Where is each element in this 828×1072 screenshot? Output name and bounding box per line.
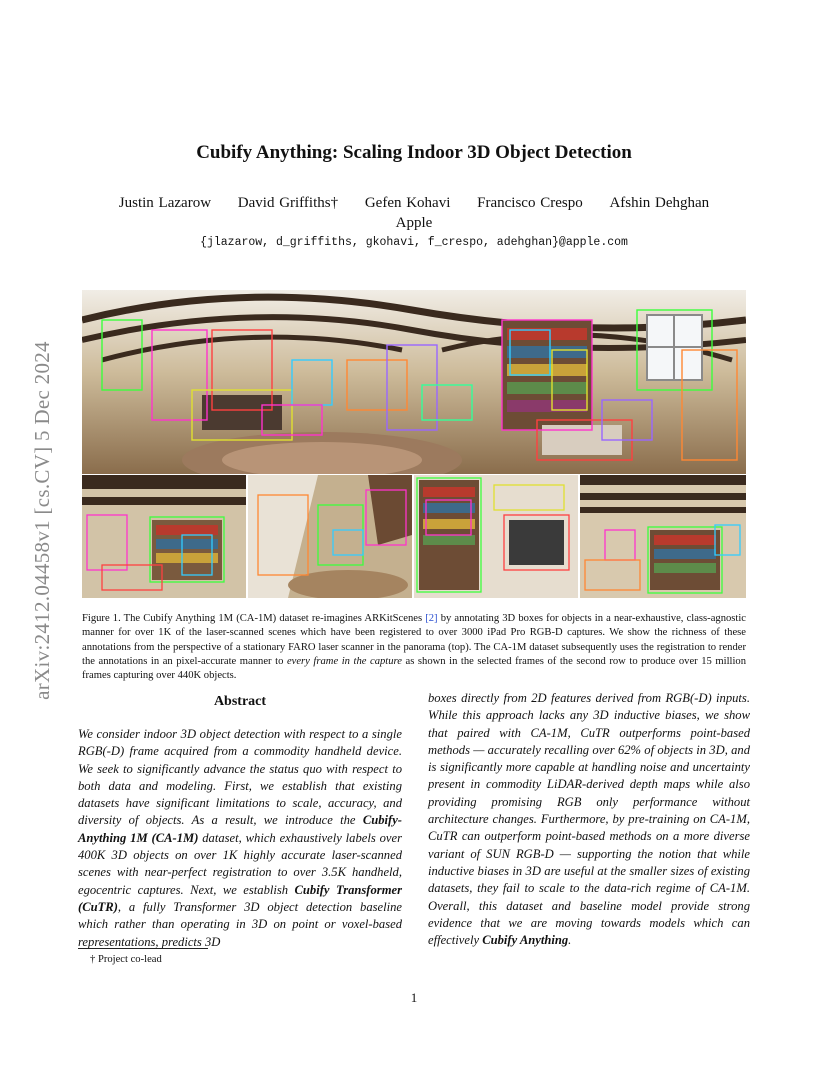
author-1: Justin Lazarow bbox=[118, 195, 212, 211]
footnote: † Project co-lead bbox=[90, 954, 162, 965]
caption-text-3: as shown in the selected frames of the second row to produce over 15 million frames capturing over 440K objects. bbox=[82, 655, 746, 682]
abstract-text-5: . bbox=[568, 933, 572, 948]
author-list bbox=[0, 195, 828, 212]
caption-text-2: by annotating 3D boxes for objects in a near-exhaustive, class-agnostic manner for over 1K of the laser-scanned scenes which have been registered to over 3000 iPad Pro RGB-D captures. We show the richness of these annotations from the perspective of a stationary FARO laser scanner in the panorama (top). The CA-1M dataset subsequently uses the registration to render the annotations in an pixel-accurate manner to bbox=[82, 613, 747, 667]
figure-caption bbox=[82, 612, 746, 683]
abstract-text-3: , a fully Transformer 3D object detection baseline which rather than operating in 3D on point or voxel-based representations, predicts 3D bbox=[78, 899, 402, 949]
arxiv-identifier: arXiv:2412.04458v1 [cs.CV] 5 Dec 2024 bbox=[29, 340, 54, 700]
abstract-text-1: We consider indoor 3D object detection with respect to a single RGB(-D) frame acquired from a commodity handheld device. We seek to significantly advance the status quo with respect to both data and modeling. First, we establish that existing datasets have significant limitations to scale, accuracy, and diversity of objects. As a result, we introduce the bbox=[78, 727, 402, 828]
model-name: Cubify Transformer (CuTR) bbox=[78, 882, 402, 914]
frame-image-4 bbox=[580, 475, 746, 598]
footnote-rule bbox=[78, 948, 208, 949]
citation-link[interactable]: [2] bbox=[425, 613, 438, 624]
author-2: David Griffiths† bbox=[237, 195, 339, 211]
paper-title: Cubify Anything: Scaling Indoor 3D Object Detection bbox=[196, 142, 632, 163]
page-number: 1 bbox=[410, 990, 418, 1005]
abstract-text-4: boxes directly from 2D features derived from RGB(-D) inputs. While this approach lacks any 3D inductive biases, we show that paired with CA-1M, CuTR outperforms point-based methods — accurately recalling over 62% of objects in 3D, and is significantly more capable at handling noise and uncertainty present in commodity LiDAR-derived depth maps while also providing promising RGB only performance without architecture changes. Furthermore, by pre-training on CA-1M, CuTR can outperform point-based methods on a more diverse variant of SUN RGB-D — supporting the notion that while inductive biases in 3D are useful at the smaller sizes of existing datasets, they fail to scale to the data-rich regime of CA-1M. Overall, this dataset and baseline model provide strong evidence that we are moving towards models which can effectively bbox=[428, 691, 750, 948]
affiliation: Apple bbox=[395, 215, 433, 231]
figure-1 bbox=[82, 290, 746, 598]
closing-emphasis: Cubify Anything bbox=[482, 933, 569, 948]
author-5: Afshin Dehghan bbox=[609, 195, 710, 211]
abstract-right-column bbox=[428, 690, 750, 949]
abstract-text-2: dataset, which exhaustively labels over 400K 3D objects on over 1K highly accurate laser-scanned scenes with near-perfect registration to over 3.5K handheld, egocentric captures. Next, we establish bbox=[78, 830, 402, 897]
caption-text-1: Figure 1. The Cubify Anything 1M (CA-1M) dataset re-imagines ARKitScenes bbox=[82, 613, 426, 624]
frame-image-1 bbox=[82, 475, 246, 598]
frame-image-3 bbox=[414, 475, 578, 598]
dataset-name: Cubify-Anything 1M (CA-1M) bbox=[78, 813, 402, 845]
author-4: Francisco Crespo bbox=[477, 195, 583, 211]
caption-emphasis: every frame in the capture bbox=[286, 655, 402, 667]
frame-image-2 bbox=[248, 475, 412, 598]
author-emails: {jlazarow, d_griffiths, gkohavi, f_crespo, adehghan}@apple.com bbox=[200, 236, 628, 249]
author-3: Gefen Kohavi bbox=[364, 195, 451, 211]
panorama-image bbox=[82, 290, 746, 474]
arxiv-side-stamp bbox=[22, 290, 62, 750]
abstract-heading: Abstract bbox=[213, 694, 267, 709]
abstract-left-column bbox=[78, 726, 402, 951]
